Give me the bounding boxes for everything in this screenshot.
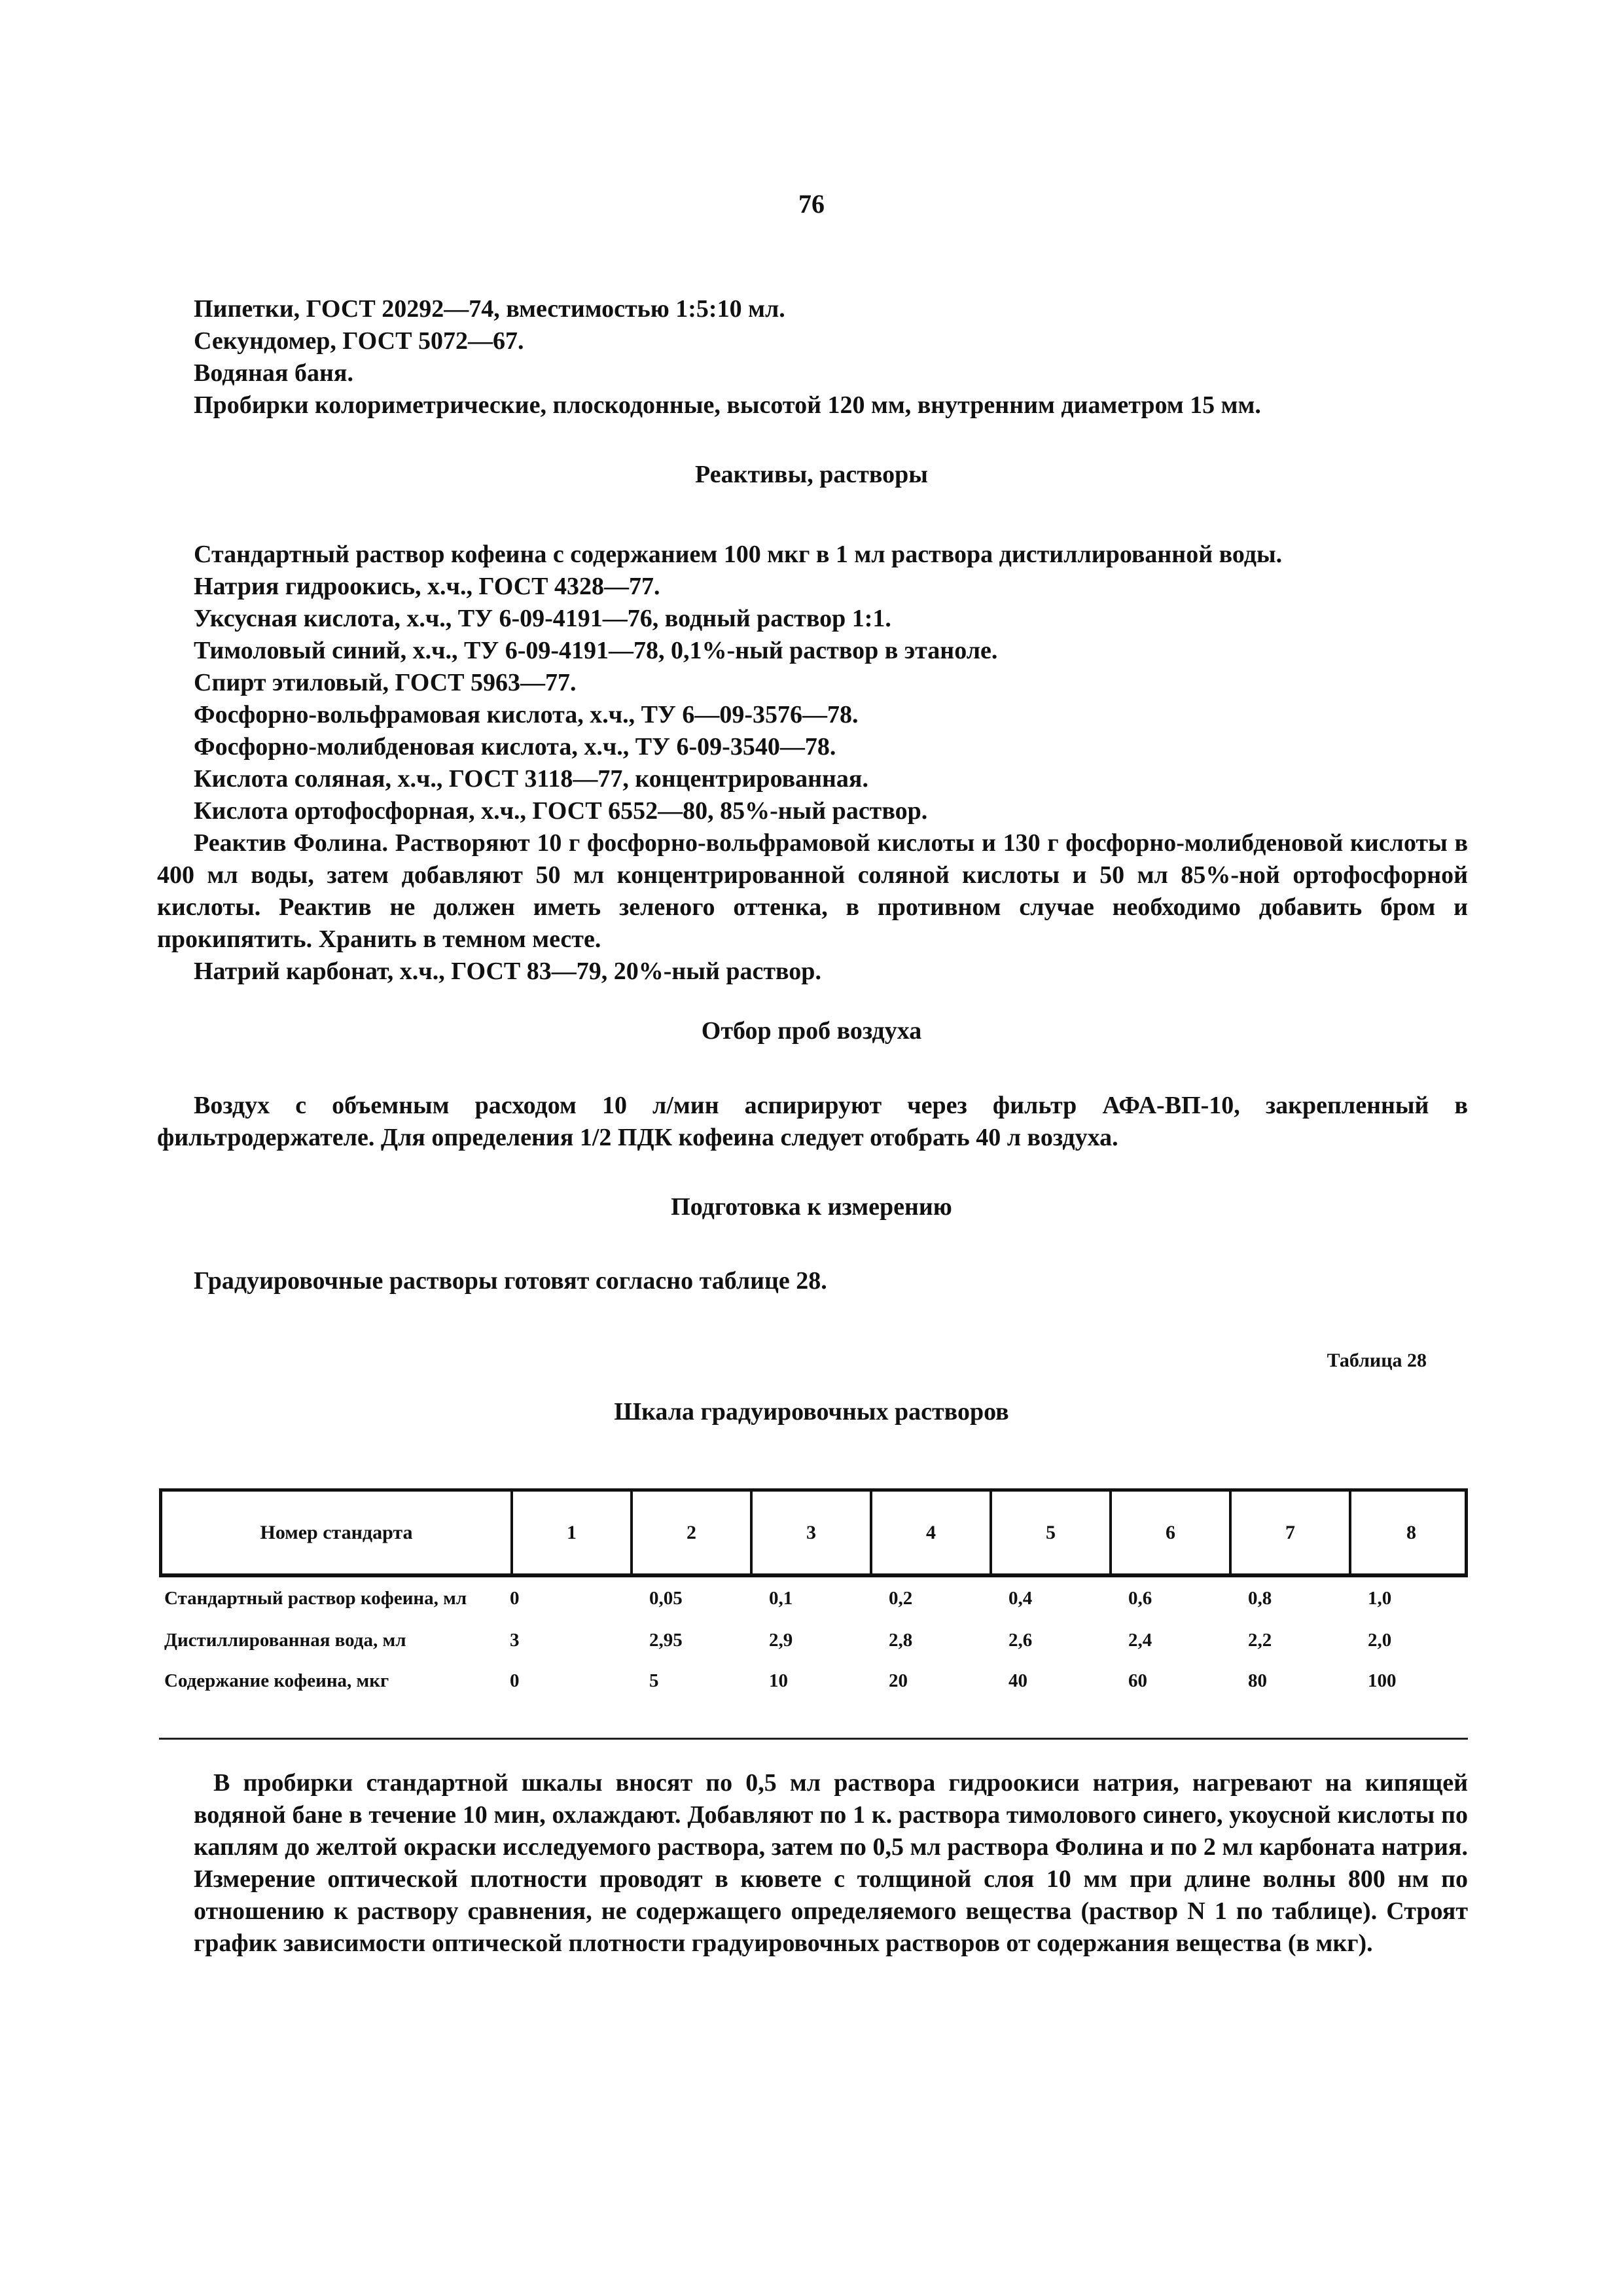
standard-number: 3 xyxy=(753,1492,872,1573)
reagent-line: Стандартный раствор кофеина с содержанием 100 мкг в 1 мл раствора дистиллированной воды. xyxy=(194,541,1283,568)
preparation-paragraph: Градуировочные растворы готовят согласно таблице 28. xyxy=(194,1267,827,1295)
sampling-heading: Отбор проб воздуха xyxy=(701,1017,922,1045)
table-cell: 5 xyxy=(649,1670,659,1691)
header-label: Номер стандарта xyxy=(162,1492,513,1573)
equipment-line: Пробирки колориметрические, плоскодонные, высотой 120 мм, внутренним диаметром 15 мм. xyxy=(194,391,1261,419)
table-cell: 40 xyxy=(1008,1670,1027,1691)
table-cell: 0,4 xyxy=(1008,1588,1033,1609)
standard-number: 2 xyxy=(633,1492,753,1573)
table-header xyxy=(159,1488,1468,1577)
standard-number: 8 xyxy=(1406,1521,1416,1543)
reagent-line: Тимоловый синий, х.ч., ТУ 6-09-4191—78, 0,1%-ный раствор в этаноле. xyxy=(194,637,998,664)
table-cell: 1,0 xyxy=(1368,1588,1392,1609)
standard-number: 4 xyxy=(872,1492,992,1573)
table-cell: 20 xyxy=(889,1670,908,1691)
table-cell: 0,8 xyxy=(1248,1588,1272,1609)
table-cell: 2,2 xyxy=(1248,1630,1272,1651)
sampling-paragraph: Воздух с объемным расходом 10 л/мин аспирируют через фильтр АФА-ВП-10, закрепленный в фильтродержателе. Для определения 1/2 ПДК кофеина следует отобрать 40 л воздуха. xyxy=(157,1092,1468,1151)
standard-number: 5 xyxy=(992,1492,1112,1573)
equipment-line: Пипетки, ГОСТ 20292—74, вместимостью 1:5:10 мл. xyxy=(194,295,785,323)
standard-number: 6 xyxy=(1112,1492,1232,1573)
reagent-line: Фосфорно-вольфрамовая кислота, х.ч., ТУ 6—09-3576—78. xyxy=(194,701,859,728)
table-cell: 2,0 xyxy=(1368,1630,1392,1651)
table-cell: 0 xyxy=(510,1588,520,1609)
table-cell: 10 xyxy=(769,1670,788,1691)
table-row xyxy=(159,1670,1468,1692)
row-label: Содержание кофеина, мкг xyxy=(164,1670,389,1691)
preparation-heading: Подготовка к измерению xyxy=(671,1193,952,1221)
table-cell: 0,6 xyxy=(1128,1588,1152,1609)
table-cell: 0,1 xyxy=(769,1588,793,1609)
reagent-line: Уксусная кислота, х.ч., ТУ 6-09-4191—76, водный раствор 1:1. xyxy=(194,605,891,632)
table-cell: 2,9 xyxy=(769,1630,793,1651)
page-number: 76 xyxy=(798,189,825,219)
table-cell: 80 xyxy=(1248,1670,1267,1691)
reagent-line: Натрия гидроокись, х.ч., ГОСТ 4328—77. xyxy=(194,573,660,600)
reagent-line: Кислота соляная, х.ч., ГОСТ 3118—77, концентрированная. xyxy=(194,765,868,793)
table-cell: 3 xyxy=(510,1630,520,1651)
table-row xyxy=(159,1588,1468,1609)
table-bottom-rule xyxy=(159,1738,1468,1740)
reagents-list xyxy=(157,539,1468,988)
preparation-section xyxy=(194,1265,1468,1297)
row-label: Стандартный раствор кофеина, мл xyxy=(164,1588,467,1609)
sodium-carbonate-line: Натрий карбонат, х.ч., ГОСТ 83—79, 20%-ный раствор. xyxy=(194,958,821,985)
table-cell: 60 xyxy=(1128,1670,1147,1691)
table-cell: 0,2 xyxy=(889,1588,913,1609)
standard-number: 7 xyxy=(1232,1492,1351,1573)
table-row xyxy=(159,1630,1468,1651)
sampling-section xyxy=(157,1090,1468,1154)
table-title: Шкала градуировочных растворов xyxy=(614,1398,1009,1426)
table-number: Таблица 28 xyxy=(1327,1350,1427,1371)
row-label: Дистиллированная вода, мл xyxy=(164,1630,406,1651)
standard-number: 1 xyxy=(513,1492,633,1573)
reagents-heading: Реактивы, растворы xyxy=(695,461,928,488)
table-cell: 0,05 xyxy=(649,1588,683,1609)
reagent-line: Фосфорно-молибденовая кислота, х.ч., ТУ 6-09-3540—78. xyxy=(194,733,836,761)
equipment-list xyxy=(194,293,1468,422)
table-cell: 2,4 xyxy=(1128,1630,1152,1651)
reagent-line: Кислота ортофосфорная, х.ч., ГОСТ 6552—80, 85%-ный раствор. xyxy=(194,797,928,825)
folin-paragraph: Реактив Фолина. Растворяют 10 г фосфорно-вольфрамовой кислоты и 130 г фосфорно-молибденовой кислоты в 400 мл воды, затем добавляют 50 мл концентрированной соляной кислоты и 50 мл 85%-ной ортофосфорной кислоты. Реактив не должен иметь зеленого оттенка, в противном случае необходимо добавить бром и прокипятить. Хранить в темном месте. xyxy=(157,829,1468,953)
table-cell: 100 xyxy=(1368,1670,1397,1691)
equipment-line: Водяная баня. xyxy=(194,359,353,387)
table-cell: 2,8 xyxy=(889,1630,913,1651)
reagent-line: Спирт этиловый, ГОСТ 5963—77. xyxy=(194,669,577,696)
table-cell: 2,6 xyxy=(1008,1630,1033,1651)
equipment-line: Секундомер, ГОСТ 5072—67. xyxy=(194,327,524,355)
final-paragraph: В пробирки стандартной шкалы вносят по 0,5 мл раствора гидроокиси натрия, нагревают на кипящей водяной бане в течение 10 мин, охлаждают. Добавляют по 1 к. раствора тимолового синего, укоусной кислоты по каплям до желтой окраски исследуемого раствора, затем по 0,5 мл раствора Фолина и по 2 мл карбоната натрия. Измерение оптической плотности проводят в кювете с толщиной слоя 10 мм при длине волны 800 нм по отношению к раствору сравнения, не содержащего определяемого вещества (раствор N 1 по таблице). Строят график зависимости оптической плотности градуировочных растворов от содержания вещества (в мкг). xyxy=(194,1769,1468,1957)
table-cell: 2,95 xyxy=(649,1630,683,1651)
table-cell: 0 xyxy=(510,1670,520,1691)
